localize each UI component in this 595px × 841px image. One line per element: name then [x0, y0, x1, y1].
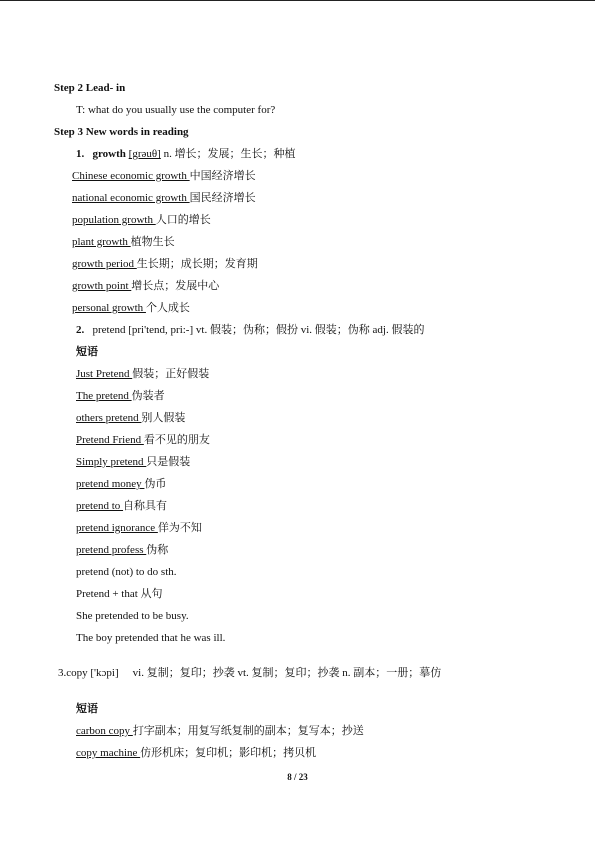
word-entry-growth [76, 147, 296, 161]
step3-heading: Step 3 New words in reading [54, 126, 189, 138]
phrase-zh: 中国经济增长 [189, 170, 256, 182]
phrase-zh: 人口的增长 [155, 214, 211, 226]
top-rule [0, 0, 595, 1]
phrase-en: Pretend Friend [76, 434, 144, 446]
phrase-en: Simply pretend [76, 456, 147, 468]
phrase-item [72, 257, 258, 271]
phrase-en: pretend money [76, 478, 145, 490]
phrase-en: pretend to [76, 500, 124, 512]
phrase-en: population growth [72, 214, 156, 226]
example-sentence: The boy pretended that he was ill. [76, 632, 226, 644]
phrase-en: growth point [72, 280, 132, 292]
phrase-item [76, 477, 166, 491]
definition: n. 增长；发展；生长；种植 [160, 148, 296, 160]
phrase-zh: 生长期；成长期；发育期 [136, 258, 258, 270]
entry-number: 1. [76, 148, 85, 160]
definition: pretend [pri'tend, pri:-] vt. 假装；伪称；假扮 vi. 假装；伪称 adj. 假装的 [92, 324, 425, 336]
phrase-en: Chinese economic growth [72, 170, 190, 182]
usage-line: pretend (not) to do sth. [76, 566, 177, 578]
phrase-zh: 植物生长 [130, 236, 175, 248]
headword: growth [92, 148, 126, 160]
phrase-zh: 增长点；发展中心 [131, 280, 220, 292]
phrase-item [76, 367, 209, 381]
page-number: 8 / 23 [287, 772, 308, 782]
phrase-zh: 看不见的朋友 [143, 434, 210, 446]
phrases-heading: 短语 [76, 703, 98, 715]
phrase-item [76, 521, 202, 535]
phrase-en: copy machine [76, 747, 141, 759]
phrase-item [72, 191, 256, 205]
teacher-question: T: what do you usually use the computer for? [76, 104, 276, 116]
phrase-en: plant growth [72, 236, 131, 248]
phrase-item [76, 746, 316, 760]
example-sentence: She pretended to be busy. [76, 610, 189, 622]
phrase-zh: 只是假装 [146, 456, 191, 468]
phrase-en: personal growth [72, 302, 146, 314]
phrase-zh: 自称具有 [123, 500, 168, 512]
phrase-item [72, 169, 256, 183]
phrase-zh: 伪称 [146, 544, 169, 556]
phrase-item [76, 499, 167, 513]
phrase-item [76, 433, 210, 447]
phrase-en: pretend ignorance [76, 522, 158, 534]
phrase-zh: 假装；正好假装 [132, 368, 210, 380]
phrases-heading: 短语 [76, 346, 98, 358]
phrase-item [72, 301, 190, 315]
word-entry-copy [58, 666, 441, 680]
step2-heading: Step 2 Lead- in [54, 82, 126, 94]
phrase-zh: 别人假装 [141, 412, 186, 424]
phrase-en: The pretend [76, 390, 132, 402]
phrase-en: others pretend [76, 412, 142, 424]
phrase-zh: 国民经济增长 [189, 192, 256, 204]
phrase-item [76, 411, 185, 425]
phrase-en: growth period [72, 258, 137, 270]
usage-line: Pretend + that 从句 [76, 588, 163, 600]
phrase-item [72, 235, 175, 249]
phrase-item [76, 389, 165, 403]
phrase-en: pretend profess [76, 544, 147, 556]
phrase-item [76, 455, 190, 469]
phrase-zh: 伪币 [144, 478, 167, 490]
definition: vi. 复制；复印；抄袭 vt. 复制；复印；抄袭 n. 副本；一册；摹仿 [132, 667, 442, 679]
headword: 3.copy ['kɔpi] [58, 667, 119, 679]
entry-number: 2. [76, 324, 85, 336]
phrase-zh: 个人成长 [145, 302, 190, 314]
phrase-zh: 伪装者 [131, 390, 165, 402]
phonetic: [grəuθ] [128, 148, 161, 160]
phrase-item [76, 543, 168, 557]
phrase-item [72, 213, 211, 227]
phrase-zh: 佯为不知 [157, 522, 202, 534]
phrase-en: Just Pretend [76, 368, 133, 380]
word-entry-pretend [76, 323, 424, 337]
phrase-en: national economic growth [72, 192, 190, 204]
phrase-zh: 仿形机床；复印机；影印机；拷贝机 [140, 747, 317, 759]
phrase-item [76, 724, 364, 738]
phrase-zh: 打字副本；用复写纸复制的副本；复写本；抄送 [132, 725, 364, 737]
phrase-en: carbon copy [76, 725, 133, 737]
phrase-item [72, 279, 219, 293]
